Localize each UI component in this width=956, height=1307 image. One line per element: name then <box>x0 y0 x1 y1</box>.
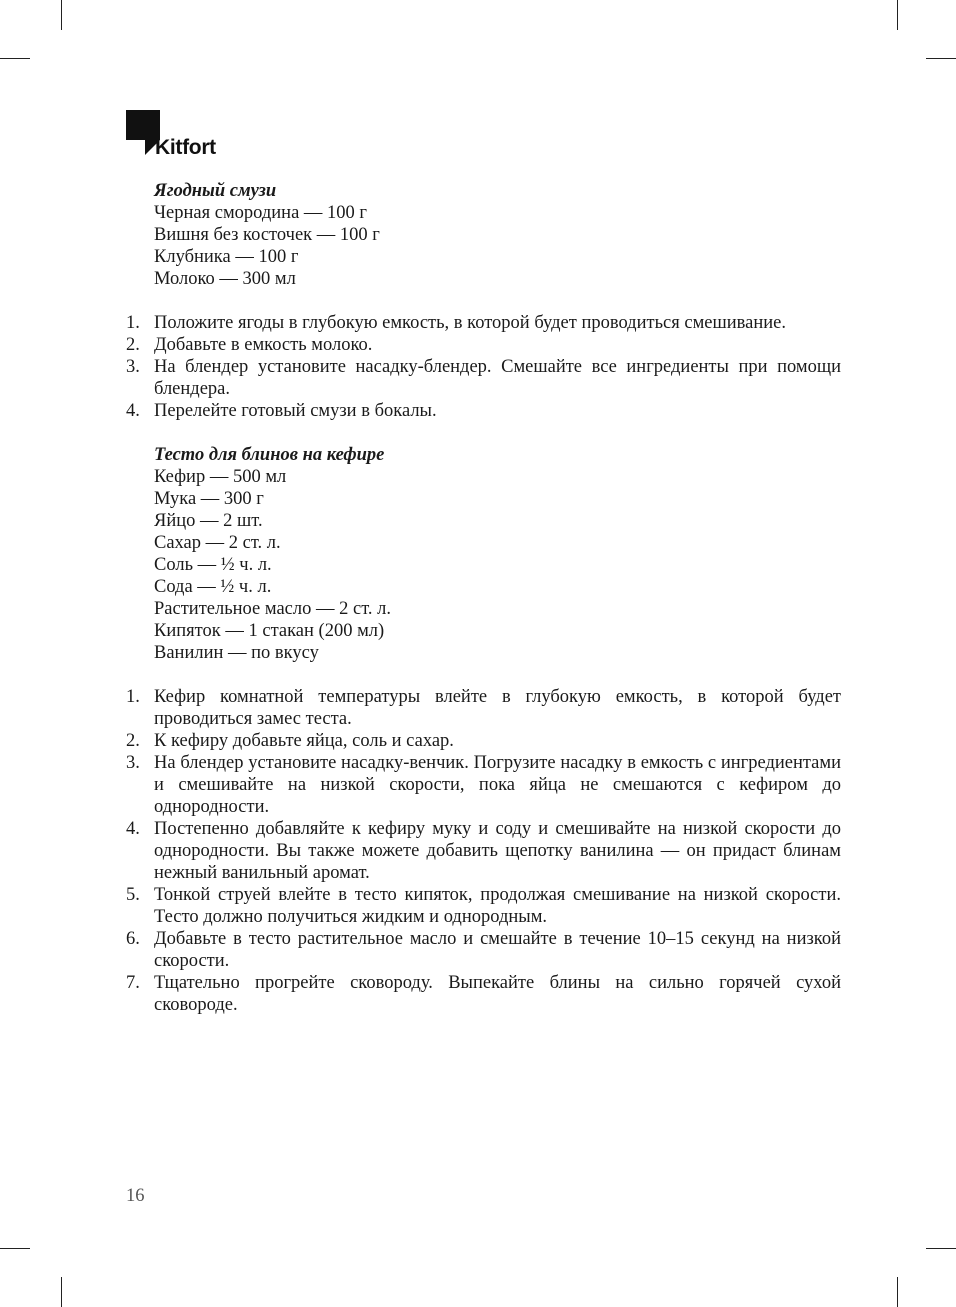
ingredient-item: Сода — ½ ч. л. <box>154 577 272 597</box>
step-text: Тонкой струей влейте в тесто кипяток, продолжая смешивание на низкой скорости. Тесто должно получиться жидким и однородным. <box>154 885 841 927</box>
ingredients-list <box>154 466 841 664</box>
step-number: 3. <box>126 357 140 377</box>
step-number: 7. <box>126 973 140 993</box>
ingredient-item: Клубника — 100 г <box>154 247 299 267</box>
step-text: Перелейте готовый смузи в бокалы. <box>154 401 437 421</box>
step-item <box>126 752 841 818</box>
steps-list <box>126 312 841 422</box>
step-text: На блендер установите насадку-блендер. Смешайте все ингредиенты при помощи блендера. <box>154 357 841 399</box>
step-number: 2. <box>126 731 140 751</box>
recipe-title: Ягодный смузи <box>154 181 277 201</box>
ingredient-item: Кефир — 500 мл <box>154 467 287 487</box>
brand-name: Kitfort <box>155 136 216 159</box>
step-number: 2. <box>126 335 140 355</box>
crop-mark <box>0 1248 30 1249</box>
crop-mark <box>926 1248 956 1249</box>
step-item <box>126 400 841 422</box>
page-number: 16 <box>126 1186 145 1206</box>
step-item <box>126 356 841 400</box>
crop-mark <box>897 1277 898 1307</box>
ingredient-item: Кипяток — 1 стакан (200 мл) <box>154 621 385 641</box>
step-number: 6. <box>126 929 140 949</box>
step-number: 1. <box>126 313 140 333</box>
crop-mark <box>61 1277 62 1307</box>
step-item <box>126 312 841 334</box>
step-number: 4. <box>126 401 140 421</box>
crop-mark <box>0 58 30 59</box>
step-text: Тщательно прогрейте сковороду. Выпекайте блины на сильно горячей сухой сковороде. <box>154 973 841 1015</box>
step-item <box>126 730 841 752</box>
step-number: 4. <box>126 819 140 839</box>
ingredient-item: Ванилин — по вкусу <box>154 643 319 663</box>
step-text: Положите ягоды в глубокую емкость, в которой будет проводиться смешивание. <box>154 313 786 333</box>
step-item <box>126 884 841 928</box>
step-text: Кефир комнатной температуры влейте в глубокую емкость, в которой будет проводиться замес теста. <box>154 687 841 729</box>
ingredient-item: Сахар — 2 ст. л. <box>154 533 281 553</box>
recipe-content <box>126 180 841 1016</box>
step-item <box>126 972 841 1016</box>
step-text: Добавьте в емкость молоко. <box>154 335 373 355</box>
recipe-title: Тесто для блинов на кефире <box>154 445 385 465</box>
crop-mark <box>897 0 898 30</box>
step-item <box>126 928 841 972</box>
ingredient-item: Черная смородина — 100 г <box>154 203 368 223</box>
step-number: 5. <box>126 885 140 905</box>
step-number: 1. <box>126 687 140 707</box>
step-item <box>126 818 841 884</box>
ingredient-item: Растительное масло — 2 ст. л. <box>154 599 391 619</box>
step-item <box>126 334 841 356</box>
step-text: На блендер установите насадку-венчик. Погрузите насадку в емкость с ингредиентами и смешивайте на низкой скорости, пока яйца не смешаются с кефиром до однородности. <box>154 753 841 817</box>
ingredient-item: Соль — ½ ч. л. <box>154 555 272 575</box>
ingredient-item: Мука — 300 г <box>154 489 264 509</box>
step-text: К кефиру добавьте яйца, соль и сахар. <box>154 731 454 751</box>
step-item <box>126 686 841 730</box>
crop-mark <box>61 0 62 30</box>
steps-list <box>126 686 841 1016</box>
step-text: Добавьте в тесто растительное масло и смешайте в течение 10–15 секунд на низкой скорости. <box>154 929 841 971</box>
brand-logo <box>126 110 236 160</box>
crop-mark <box>926 58 956 59</box>
ingredient-item: Яйцо — 2 шт. <box>154 511 263 531</box>
ingredients-list <box>154 202 841 290</box>
recipe-berry-smoothie <box>126 180 841 422</box>
ingredient-item: Вишня без косточек — 100 г <box>154 225 380 245</box>
step-text: Постепенно добавляйте к кефиру муку и соду и смешивайте на низкой скорости до однородности. Вы также можете добавить щепотку ванилина — он придаст блинам нежный ванильный аромат. <box>154 819 841 883</box>
step-number: 3. <box>126 753 140 773</box>
ingredient-item: Молоко — 300 мл <box>154 269 296 289</box>
recipe-kefir-pancake-batter <box>126 444 841 1016</box>
